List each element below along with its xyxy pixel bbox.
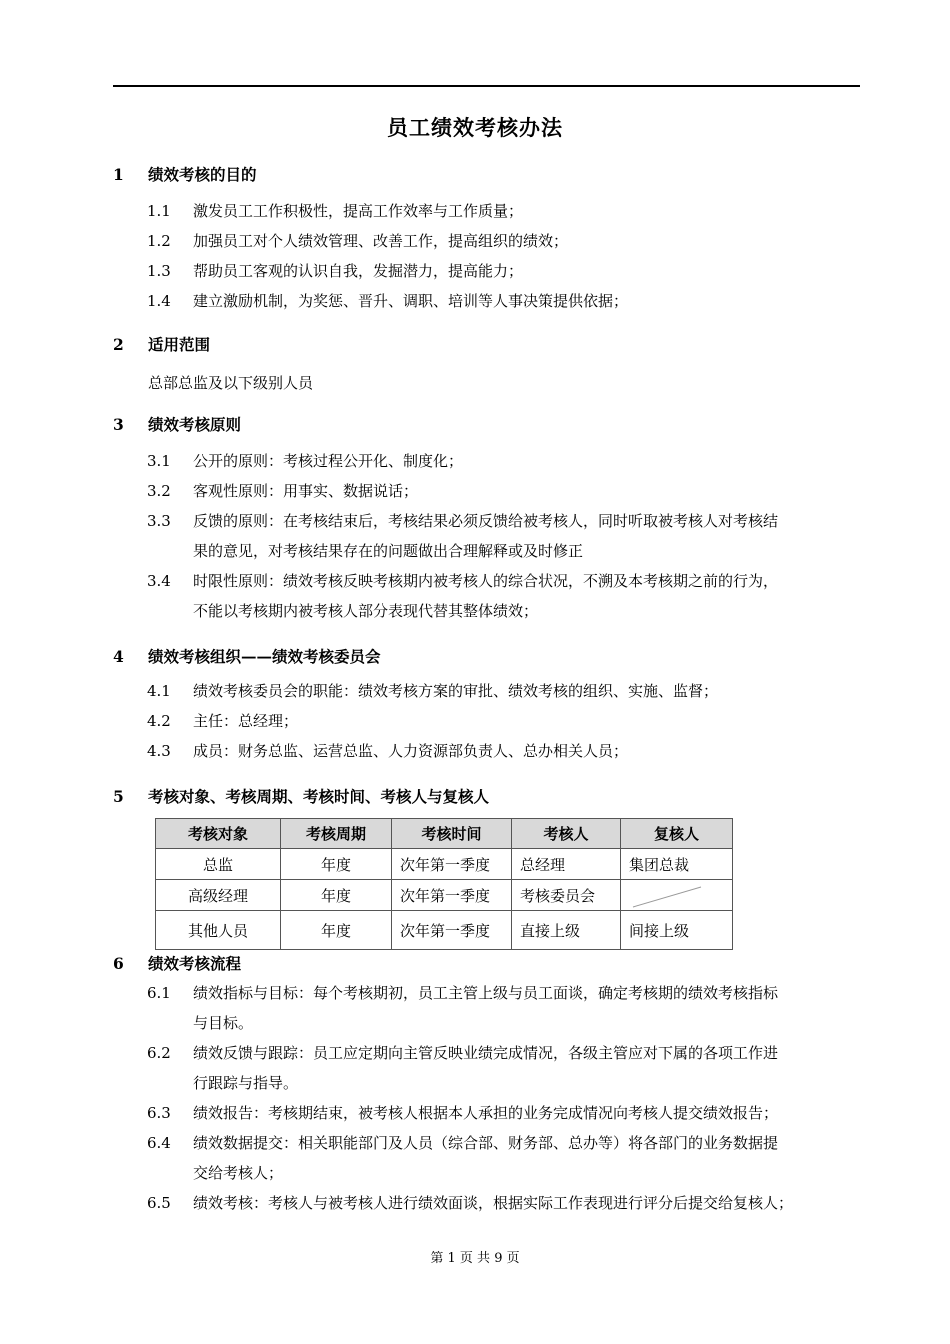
table-cell: 集团总裁 xyxy=(621,849,733,880)
item-text: 建立激励机制，为奖惩、晋升、调职、培训等人事决策提供依据； xyxy=(193,292,629,310)
item-text: 帮助员工客观的认识自我，发掘潜力，提高能力； xyxy=(193,262,524,280)
table-cell: 年度 xyxy=(281,849,392,880)
item-text-line: 行跟踪与指导。 xyxy=(193,1074,299,1092)
item-text-line: 与目标。 xyxy=(193,1014,254,1032)
item-text: 成员：财务总监、运营总监、人力资源部负责人、总办相关人员； xyxy=(193,742,629,760)
item-text-line: 时限性原则：绩效考核反映考核期内被考核人的综合状况，不溯及本考核期之前的行为， xyxy=(193,572,779,590)
item-number: 3.3 xyxy=(147,512,171,530)
table-cell: 考核委员会 xyxy=(512,880,621,911)
table-row xyxy=(156,849,733,880)
item-number: 3.4 xyxy=(147,572,171,590)
table-cell-diagonal xyxy=(621,880,733,911)
table-cell: 总经理 xyxy=(512,849,621,880)
list-item xyxy=(147,226,859,256)
list-item xyxy=(147,736,859,766)
list-item xyxy=(147,1188,859,1218)
table-header-cell: 考核对象 xyxy=(156,819,281,849)
item-text-line: 绩效反馈与跟踪：员工应定期向主管反映业绩完成情况，各级主管应对下属的各项工作进 xyxy=(193,1044,779,1062)
table-row xyxy=(156,911,733,950)
item-text-line: 交给考核人； xyxy=(193,1164,284,1182)
list-item xyxy=(147,506,859,566)
list-item xyxy=(147,446,859,476)
table-header-cell: 复核人 xyxy=(621,819,733,849)
item-text-line: 反馈的原则：在考核结束后，考核结果必须反馈给被考核人，同时听取被考核人对考核结 xyxy=(193,512,779,530)
section-title: 绩效考核组织——绩效考核委员会 xyxy=(148,647,381,666)
item-number: 1.3 xyxy=(147,262,171,280)
table-cell: 年度 xyxy=(281,911,392,950)
diagonal-line xyxy=(629,881,705,909)
list-item xyxy=(147,256,859,286)
list-item xyxy=(147,196,859,226)
list-item xyxy=(147,566,859,626)
section-number: 4 xyxy=(113,647,124,666)
item-number: 1.1 xyxy=(147,202,171,220)
section-heading xyxy=(113,333,210,355)
item-number: 1.4 xyxy=(147,292,171,310)
section-number: 1 xyxy=(113,165,124,184)
item-number: 6.3 xyxy=(147,1104,171,1122)
table-header-cell: 考核人 xyxy=(512,819,621,849)
item-number: 3.2 xyxy=(147,482,171,500)
section-heading xyxy=(113,413,241,435)
item-text: 绩效考核委员会的职能：绩效考核方案的审批、绩效考核的组织、实施、监督； xyxy=(193,682,719,700)
section-heading xyxy=(113,952,241,974)
table-header-cell: 考核周期 xyxy=(281,819,392,849)
table-cell: 次年第一季度 xyxy=(392,911,512,950)
list-item xyxy=(147,1038,859,1098)
section-number: 2 xyxy=(113,335,124,354)
section-paragraph: 总部总监及以下级别人员 xyxy=(148,374,314,392)
section-number: 3 xyxy=(113,415,124,434)
list-item xyxy=(147,706,859,736)
section-title: 绩效考核原则 xyxy=(148,415,242,434)
section-number: 5 xyxy=(113,787,124,806)
item-number: 6.5 xyxy=(147,1194,171,1212)
section-title: 适用范围 xyxy=(148,335,211,354)
list-item xyxy=(147,978,859,1038)
item-text-line: 绩效数据提交：相关职能部门及人员（综合部、财务部、总办等）将各部门的业务数据提 xyxy=(193,1134,779,1152)
list-item xyxy=(147,1098,859,1128)
item-text-line: 绩效指标与目标：每个考核期初，员工主管上级与员工面谈，确定考核期的绩效考核指标 xyxy=(193,984,779,1002)
item-number: 4.3 xyxy=(147,742,171,760)
table-cell: 其他人员 xyxy=(156,911,281,950)
table-cell: 高级经理 xyxy=(156,880,281,911)
item-text: 公开的原则：考核过程公开化、制度化； xyxy=(193,452,464,470)
section-title: 考核对象、考核周期、考核时间、考核人与复核人 xyxy=(148,787,490,806)
item-number: 6.1 xyxy=(147,984,171,1002)
assessment-table xyxy=(155,818,733,950)
item-number: 4.2 xyxy=(147,712,171,730)
document-title: 员工绩效考核办法 xyxy=(387,115,563,140)
table-header-cell: 考核时间 xyxy=(392,819,512,849)
header-rule xyxy=(113,85,860,87)
list-item xyxy=(147,286,859,316)
list-item xyxy=(147,1128,859,1188)
section-heading xyxy=(113,163,257,185)
section-heading xyxy=(113,645,381,667)
item-text: 绩效报告：考核期结束，被考核人根据本人承担的业务完成情况向考核人提交绩效报告； xyxy=(193,1104,779,1122)
table-cell: 总监 xyxy=(156,849,281,880)
table-cell: 直接上级 xyxy=(512,911,621,950)
item-text: 绩效考核：考核人与被考核人进行绩效面谈，根据实际工作表现进行评分后提交给复核人； xyxy=(193,1194,794,1212)
item-number: 6.2 xyxy=(147,1044,171,1062)
table-cell: 次年第一季度 xyxy=(392,880,512,911)
item-number: 1.2 xyxy=(147,232,171,250)
table-row xyxy=(156,880,733,911)
item-number: 4.1 xyxy=(147,682,171,700)
item-text: 主任：总经理； xyxy=(193,712,299,730)
section-number: 6 xyxy=(113,954,124,973)
item-text: 激发员工工作积极性，提高工作效率与工作质量； xyxy=(193,202,524,220)
table-cell: 年度 xyxy=(281,880,392,911)
item-text: 客观性原则：用事实、数据说话； xyxy=(193,482,419,500)
item-text: 加强员工对个人绩效管理、改善工作，提高组织的绩效； xyxy=(193,232,569,250)
item-text-line: 果的意见，对考核结果存在的问题做出合理解释或及时修正 xyxy=(193,542,584,560)
list-item xyxy=(147,676,859,706)
page-footer: 第 1 页 共 9 页 xyxy=(430,1251,520,1266)
table-cell: 间接上级 xyxy=(621,911,733,950)
section-title: 绩效考核流程 xyxy=(148,954,242,973)
table-header-row xyxy=(156,819,733,849)
list-item xyxy=(147,476,859,506)
section-title: 绩效考核的目的 xyxy=(148,165,257,184)
item-text-line: 不能以考核期内被考核人部分表现代替其整体绩效； xyxy=(193,602,539,620)
item-number: 3.1 xyxy=(147,452,171,470)
section-heading xyxy=(113,785,489,807)
item-number: 6.4 xyxy=(147,1134,171,1152)
table-cell: 次年第一季度 xyxy=(392,849,512,880)
